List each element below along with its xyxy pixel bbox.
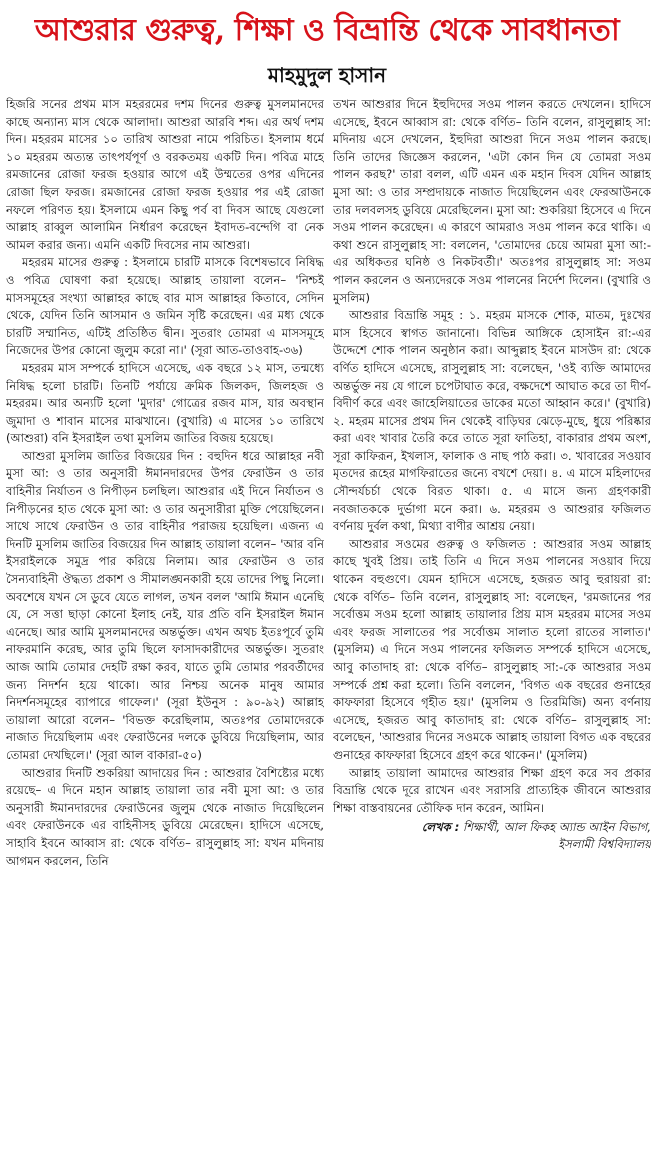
paragraph-muharram-hadith: মহররম মাস সম্পর্কে হাদিসে এসেছে, এক বছরে ১২ মাস, তন্মধ্যে নিষিদ্ধ হলো চারটি। তিনটি পর্যায়ে ক্রমিক জিলকদ, জিলহজ ও মহররম। আর অন্যটি হলো 'মুদার' গোত্রের রজব মাস, যার অবস্থান জুমাদা ও শাবান মাসের মাঝখানে। (বুখারি) এ মাসের ১০ তারিখে (আশুরা) বনি ইসরাইল তথা মুসলিম জাতির বিজয় হয়েছে। [6, 360, 324, 446]
paragraph-gratitude-day: আশুরার দিনটি শুকরিয়া আদায়ের দিন : আশুরার বৈশিষ্ট্যের মধ্যে রয়েছে– এ দিনে মহান আল্লাহ তায়ালা তার নবী মুসা আ: ও তার অনুসারী ঈমানদারদের ফেরাউনের জুলুম থেকে নাজাত দিয়েছিলেন এবং ফেরাউনকে এর বাহিনীসহ ডুবিয়ে মেরেছেন। হাদিসে এসেছে, সাহাবি ইবনে আব্বাস রা: থেকে বর্ণিত– রাসুলুল্লাহ সা: যখন মদিনায় আগমন করলেন, তিনি [6, 765, 324, 868]
right-column [333, 96, 651, 1144]
paragraph-intro: হিজরি সনের প্রথম মাস মহররমের দশম দিনের গুরুত্ব মুসলমানদের কাছে অন্যান্য মাস থেকে আলাদা। আশুরা আরবি শব্দ। এর অর্থ দশম দিন। মহররম মাসের ১০ তারিখ আশুরা নামে পরিচিত। ইসলাম ধর্মে ১০ মহররম অত্যন্ত তাৎপর্যপূর্ণ ও বরকতময় একটি দিন। পবিত্র মাহে রমজানের রোজা ফরজ হওয়ার আগে এই উম্মতের ওপর এদিনের রোজা ছিল ফরজ। রমজানের রোজা ফরজ হওয়ার পর এই রোজা নফলে পরিণত হয়। ইসলামে এমন কিছু পর্ব বা দিবস আছে যেগুলো আল্লাহ রাব্বুল আলামিন নির্ধারণ করেছেন ইবাদত-বন্দেগি বা নেক আমল করার জন্য। এমনি একটি দিবসের নাম আশুরা। [6, 97, 324, 252]
author-note-label: লেখক : [421, 820, 460, 835]
paragraph-misconceptions: আশুরার বিভ্রান্তি সমূহ : ১. মহরম মাসকে শোক, মাতম, দুঃখের মাস হিসেবে স্বাগত জানানো। বিভিন্ন আঙ্গিকে হোসাইন রা:-এর উদ্দেশে শোক পালন অনুষ্ঠান করা। আব্দুল্লাহ ইবনে মাসউদ রা: থেকে বর্ণিত হাদিসে এসেছে, রাসুলুল্লাহ সা: বলেছেন, 'ওই ব্যক্তি আমাদের অন্তর্ভুক্ত নয় যে গালে চপেটাঘাত করে, বক্ষদেশে আঘাত করে তা দীর্ণ-বিদীর্ণ করে এবং জাহেলিয়াতের ডাকের মতো আহ্বান করে।' (বুখারি) ২. মহরম মাসের প্রথম দিন থেকেই বাড়িঘর ঝেড়ে-মুছে, ধুয়ে পরিষ্কার করা এবং খাবার তৈরি করে তাতে সূরা ফাতিহা, বাকারার প্রথম অংশ, সূরা কাফিরূন, ইখলাস, ফালাক ও নাছ পাঠ করা। ৩. খাবারের সওয়াব মৃতদের রূহের মাগফিরাতের জন্যে বখশে দেয়া। ৪. এ মাসে মহিলাদের সৌন্দর্যচর্চা থেকে বিরত থাকা। ৫. এ মাসে জন্য গ্রহণকারী নবজাতককে দুর্ভাগা মনে করা। ৬. মহররম ও আশুরার ফজিলত বর্ণনায় দুর্বল কথা, মিথ্যা বাণীর আশ্রয় নেয়া। [333, 308, 651, 534]
paragraph-victory-day: আশুরা মুসলিম জাতির বিজয়ের দিন : বহুদিন ধরে আল্লাহর নবী মুসা আ: ও তার অনুসারী ঈমানদারদের উপর ফেরাউন ও তার বাহিনীর নির্যাতন ও নিপীড়ন চলছিল। আশুরার এই দিনে নির্যাতন ও নিপীড়নের হাত থেকে মুসা আ: ও তার অনুসারীরা মুক্তি পেয়েছিলেন। সাথে সাথে ফেরাউন ও তার বাহিনীর পরাজয় হয়েছিল। এজন্য এ দিনটি মুসলিম জাতির বিজয়ের দিন আল্লাহ তায়ালা বলেন– 'আর বনি ইসরাইলকে সমুদ্র পার করিয়ে নিলাম। আর ফেরাউন ও তার সৈন্যবাহিনী ঔদ্ধত্য প্রকাশ ও সীমালঙ্ঘনকারী হয়ে তাদের পিছু নিলো। অবশেষে যখন সে ডুবে যেতে লাগল, তখন বলল 'আমি ঈমান এনেছি যে, সে সত্তা ছাড়া কোনো ইলাহ নেই, যার প্রতি বনি ইসরাইল ঈমান এনেছে। আর আমি মুসলমানদের অন্তর্ভুক্ত। এখন অথচ ইতঃপূর্বে তুমি নাফরমানি করেছ, আর তুমি ছিলে ফাসাদকারীদের অন্তর্ভুক্ত। সুতরাং আজ আমি তোমার দেহটি রক্ষা করব, যাতে তুমি তোমার পরবর্তীদের জন্য নিদর্শন হয়ে থাকো। আর নিশ্চয় অনেক মানুষ আমার নিদর্শনসমূহের ব্যাপারে গাফেল।' (সূরা ইউনুস : ৯০-৯২) আল্লাহ তায়ালা আরো বলেন– 'বিভক্ত করেছিলাম, অতঃপর তোমাদেরকে নাজাত দিয়েছিলাম এবং ফেরাউনের দলকে ডুবিয়ে দিয়েছিলাম, আর তোমরা দেখছিলে।' (সূরা আল বাকারা-৫০) [6, 448, 324, 762]
author-note-line2: ইসলামী বিশ্ববিদ্যালয় [558, 837, 651, 852]
paragraph-muharram-importance: মহররম মাসের গুরুত্ব : ইসলামে চারটি মাসকে বিশেষভাবে নিষিদ্ধ ও পবিত্র ঘোষণা করা হয়েছে। আল্লাহ তায়ালা বলেন– 'নিশ্চই মাসসমূহের সংখ্যা আল্লাহর কাছে বার মাস আল্লাহর কিতাবে, সেদিন থেকে, যেদিন তিনি আসমান ও জমিন সৃষ্টি করেছেন। এর মধ্য থেকে চারটি সম্মানিত, এটিই প্রতিষ্ঠিত দ্বীন। সুতরাং তোমরা এ মাসসমূহে নিজেদের উপর কোনো জুলুম করো না।' (সূরা আত-তাওবাহ-৩৬) [6, 255, 324, 358]
paragraph-fasting-virtue: আশুরার সওমের গুরুত্ব ও ফজিলত : আশুরার সওম আল্লাহ কাছে খুবই প্রিয়। তাই তিনি এ দিনে সওম পালনের সওয়াব দিয়ে থাকেন বহুগুণে। যেমন হাদিসে এসেছে, হজরত আবু হুরায়রা রা: থেকে বর্ণিত– তিনি বলেন, রাসুলুল্লাহ সা: বলেছেন, 'রমজানের পর সর্বোত্তম সওম হলো আল্লাহ তায়ালার প্রিয় মাস মহররম মাসের সওম এবং ফরজ সালাতের পর সর্বোত্তম সালাত হলো রাতের সালাত।' (মুসলিম) এ দিনে সওম পালনের ফজিলত সম্পর্কে হাদিসে এসেছে, আবু কাতাদাহ রা: থেকে বর্ণিত– রাসুলুল্লাহ সা:-কে আশুরার সওম সম্পর্কে প্রশ্ন করা হলো। তিনি বললেন, 'বিগত এক বছরের গুনাহের কাফফারা হিসেবে গৃহীত হয়।' (মুসলিম ও তিরমিজি) অন্য বর্ণনায় এসেছে, হজরত আবু কাতাদাহ রা: থেকে বর্ণিত– রাসুলুল্লাহ সা: বলেছেন, 'আশুরার দিনের সওমকে আল্লাহ তায়ালা বিগত এক বছরের গুনাহের কাফফারা হিসেবে গ্রহণ করে থাকেন।' (মুসলিম) [333, 536, 651, 762]
paragraph-continued: তখন আশুরার দিনে ইহুদিদের সওম পালন করতে দেখলেন। হাদিসে এসেছে, ইবনে আব্বাস রা: থেকে বর্ণিত– তিনি বলেন, রাসুলুল্লাহ সা: মদিনায় এসে দেখলেন, ইহুদিরা আশুরা দিনে সওম পালন করছে। তিনি তাদের জিজ্ঞেস করলেন, 'এটা কোন দিন যে তোমরা সওম পালন করছ?' তারা বলল, এটি এমন এক মহান দিবস যেদিন আল্লাহ মুসা আ: ও তার সম্প্রদায়কে নাজাত দিয়েছিলেন এবং ফেরআউনকে তার দলবলসহ ডুবিয়ে মেরেছিলেন। মুসা আ: শুকরিয়া হিসেবে এ দিনে সওম পালন করেছেন। এ কারণে আমরাও সওম পালন করে থাকি। এ কথা শুনে রাসুলুল্লাহ সা: বললেন, 'তোমাদের চেয়ে আমরা মুসা আ:-এর অধিকতর ঘনিষ্ঠ ও নিকটবর্তী।' অতঃপর রাসুলুল্লাহ সা: সওম পালন করলেন ও অন্যদেরকে সওম পালনের নির্দেশ দিলেন। (বুখারি ও মুসলিম) [333, 97, 651, 305]
paragraph-closing: আল্লাহ তায়ালা আমাদের আশুরার শিক্ষা গ্রহণ করে সব প্রকার বিভ্রান্তি থেকে দূরে রাখেন এবং সরাসরি প্রাত্যহিক জীবনে আশুরার শিক্ষা বাস্তবায়নের তৌফিক দান করেন, আমিন। [333, 765, 651, 815]
author-note-line1: শিক্ষার্থী, আল ফিকহ অ্যান্ড আইন বিভাগ, [462, 820, 651, 835]
article-byline: মাহমুদুল হাসান [267, 63, 387, 87]
author-note [333, 819, 651, 853]
left-column [6, 96, 324, 1144]
article-headline: আশুরার গুরুত্ব, শিক্ষা ও বিভ্রান্তি থেকে সাবধানতা [34, 13, 620, 48]
